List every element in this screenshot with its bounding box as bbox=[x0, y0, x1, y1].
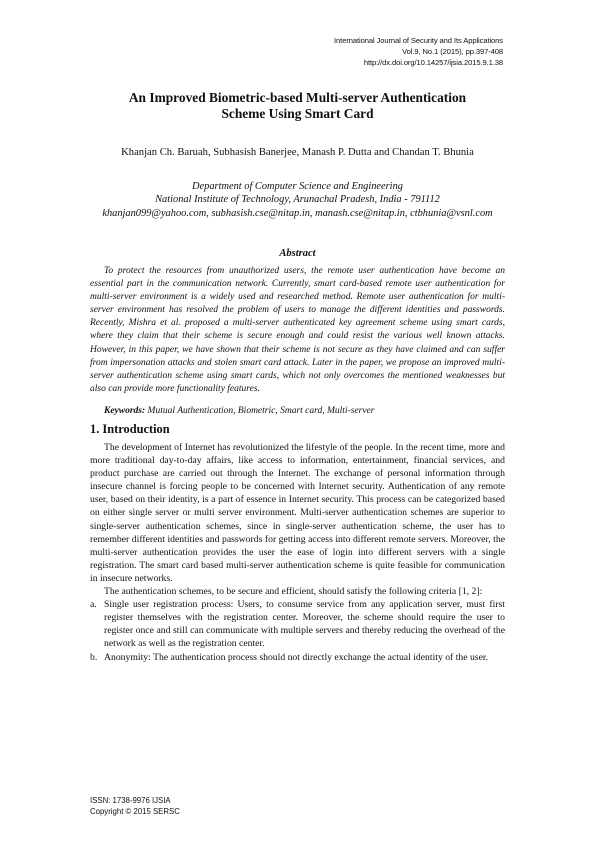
issn: ISSN: 1738-9976 IJSIA bbox=[90, 796, 171, 805]
author-emails: khanjan099@yahoo.com, subhasish.cse@nitap.in, manash.cse@nitap.in, ctbhunia@vsnl.com bbox=[102, 207, 493, 219]
criteria-list bbox=[90, 598, 505, 663]
title-line-2: Scheme Using Smart Card bbox=[221, 106, 374, 121]
department: Department of Computer Science and Engineering bbox=[192, 181, 403, 192]
abstract-heading: Abstract bbox=[279, 248, 316, 259]
title-line-1: An Improved Biometric-based Multi-server Authentication bbox=[128, 90, 467, 105]
keywords-label: Keywords: bbox=[104, 406, 146, 416]
copyright: Copyright © 2015 SERSC bbox=[90, 807, 180, 816]
keywords-value: Mutual Authentication, Biometric, Smart card, Multi-server bbox=[147, 406, 375, 416]
list-item bbox=[90, 598, 505, 650]
author-list: Khanjan Ch. Baruah, Subhasish Banerjee, Manash P. Dutta and Chandan T. Bhunia bbox=[121, 147, 474, 158]
abstract-text: To protect the resources from unauthorized users, the remote user authentication have become an essential part in the communication network. Currently, smart card-based remote user authentication for multi-server environment is a widely used and researched method. Remote user authentication for multi-server environment has resolved the problem of users to manage the different identities and passwords. Recently, Mishra et al. proposed a multi-server authenticated key agreement scheme using smart cards, where they claim that their scheme is secure enough and could resist the various well known attacks. However, in this paper, we have shown that their scheme is not secure as they have claimed and can suffer from impersonation attacks and stolen smart card attack. Later in the paper, we propose an improved multi-server authentication scheme using smart cards, which not only overcomes the mentioned weaknesses but also can provide more functionality features. bbox=[90, 266, 505, 394]
doi-link[interactable]: http://dx.doi.org/10.14257/ijsia.2015.9.1.38 bbox=[363, 58, 503, 68]
body-text bbox=[90, 441, 505, 664]
journal-name: International Journal of Security and Its Applications bbox=[334, 36, 503, 45]
keywords bbox=[104, 406, 504, 416]
paper-title bbox=[90, 90, 505, 122]
institution: National Institute of Technology, Arunachal Pradesh, India - 791112 bbox=[155, 194, 440, 206]
running-header bbox=[334, 35, 503, 69]
page-footer bbox=[90, 795, 180, 817]
paragraph: The development of Internet has revolutionized the lifestyle of the people. In the recent time, more and more traditional day-to-day affairs, like access to information, entertainment, financial services, and product purchase are carried out through the Internet. The exchange of personal information through insecure channel is forcing people to be concerned with Internet security. Authentication of any remote user, based on their identity, is a part of essence in Internet security. This process can be categorized based on either single server or multi server environment. Multi-server authentication schemes are superior to single-server authentication schemes, since in single-server authentication scheme, the user has to remember different identities and passwords for getting access into different remote servers. Moreover, the multi-server authentication provides the user the ease of login into different servers with a single registration. The smart card based multi-server authentication scheme is quite feasible for communication in insecure networks. bbox=[90, 442, 505, 584]
list-item-text: Single user registration process: Users, to consume service from any application server, must first register themselves with the registration center. Moreover, the scheme should require the user to register once and still can communicate with multiple servers and thereby reducing the overhead of the network as well as the registration center. bbox=[104, 599, 505, 650]
list-item-text: Anonymity: The authentication process should not directly exchange the actual identity of the user. bbox=[104, 651, 488, 663]
volume-info: Vol.9, No.1 (2015), pp.397-408 bbox=[402, 47, 503, 57]
affiliation bbox=[90, 180, 505, 220]
paragraph: The authentication schemes, to be secure and efficient, should satisfy the following criteria [1, 2]: bbox=[104, 586, 483, 598]
list-marker: a. bbox=[90, 599, 97, 611]
list-item bbox=[90, 651, 505, 664]
section-heading: 1. Introduction bbox=[90, 422, 170, 436]
list-marker: b. bbox=[90, 651, 98, 663]
